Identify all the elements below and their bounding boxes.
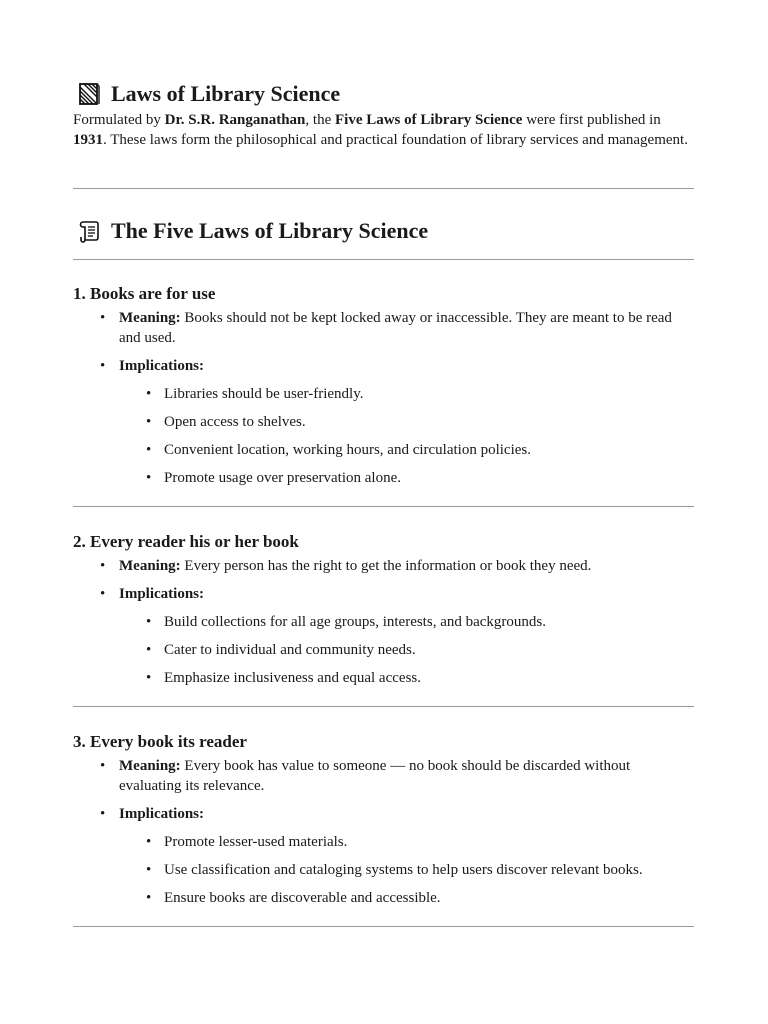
list-item: • Libraries should be user-friendly. [119, 385, 694, 405]
meaning-item [73, 757, 694, 796]
list-item: • Ensure books are discoverable and accessible. [119, 889, 694, 909]
meaning-label: Meaning: [119, 758, 181, 774]
law-section [73, 731, 694, 917]
scroll-icon [77, 219, 101, 243]
law-details-list [73, 557, 694, 689]
book-icon [77, 82, 101, 106]
law-details-list [73, 757, 694, 908]
intro-text: Formulated by [73, 112, 165, 128]
implications-label: Implications: [119, 805, 205, 822]
implications-item [73, 585, 694, 689]
law-section [73, 283, 694, 497]
section-title [73, 217, 428, 245]
intro-author: Dr. S.R. Ranganathan [164, 112, 306, 128]
meaning-item [73, 309, 694, 348]
list-item: • Cater to individual and community needs. [119, 641, 694, 661]
law-title: 3. Every book its reader [73, 732, 247, 751]
meaning-text: Books should not be kept locked away or inaccessible. They are meant to be read and used. [119, 310, 672, 346]
divider [73, 188, 694, 189]
list-item: • Build collections for all age groups, interests, and backgrounds. [119, 613, 694, 633]
meaning-item [73, 557, 694, 577]
implications-label: Implications: [119, 357, 205, 374]
implications-list [119, 385, 694, 489]
implications-item [73, 805, 694, 909]
intro-laws-name: Five Laws of Library Science [334, 112, 523, 128]
intro-year: 1931 [73, 131, 103, 148]
list-item: • Open access to shelves. [119, 413, 694, 433]
intro-text: . These laws form the philosophical and practical foundation of library services and management. [103, 131, 688, 148]
law-details-list [73, 309, 694, 488]
list-item: • Promote usage over preservation alone. [119, 469, 694, 489]
divider [73, 926, 694, 927]
divider [73, 706, 694, 707]
list-item: • Emphasize inclusiveness and equal access. [119, 669, 694, 689]
intro-paragraph [73, 111, 694, 150]
list-item: • Convenient location, working hours, and circulation policies. [119, 441, 694, 461]
implications-label: Implications: [119, 586, 205, 602]
law-title: 1. Books are for use [73, 284, 216, 303]
implications-list [119, 613, 694, 689]
list-item: • Use classification and cataloging systems to help users discover relevant books. [119, 861, 694, 881]
intro-text: were first published in [522, 112, 661, 128]
page-title-text: Laws of Library Science [111, 81, 341, 106]
implications-list [119, 833, 694, 909]
law-title: 2. Every reader his or her book [73, 532, 299, 551]
meaning-text: Every person has the right to get the information or book they need. [180, 558, 592, 574]
page-title [73, 80, 340, 108]
meaning-label: Meaning: [119, 310, 181, 326]
meaning-label: Meaning: [119, 558, 181, 574]
section-title-text: The Five Laws of Library Science [111, 218, 429, 243]
divider [73, 506, 694, 507]
implications-item [73, 357, 694, 489]
list-item: • Promote lesser-used materials. [119, 833, 694, 853]
meaning-text: Every book has value to someone — no book should be discarded without evaluating its relevance. [119, 758, 631, 794]
divider [73, 259, 694, 260]
intro-text: , the [305, 112, 335, 128]
law-section [73, 531, 694, 697]
